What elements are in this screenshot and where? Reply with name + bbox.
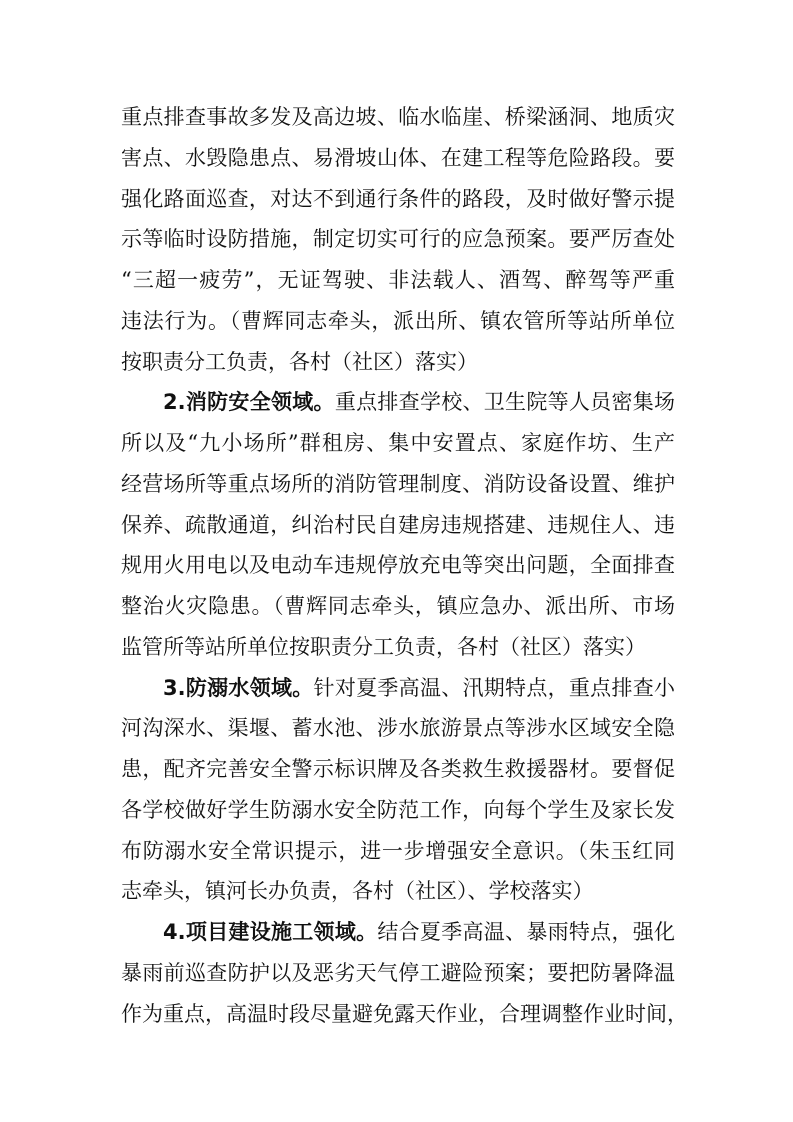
- text-line: [121, 382, 675, 423]
- text-line: [121, 668, 675, 709]
- paragraph-construction: [121, 912, 688, 1034]
- section-heading: 2.消防安全领域。: [163, 390, 335, 415]
- text-line: 所以及“九小场所”群租房、集中安置点、家庭作坊、生产: [121, 431, 675, 455]
- text-run: 重点排查学校、卫生院等人员密集场: [334, 390, 676, 415]
- text-line: 保养、疏散通道，纠治村民自建房违规搭建、违规住人、违: [121, 512, 675, 537]
- text-line: 患，配齐完善安全警示标识牌及各类救生救援器材。要督促: [121, 757, 675, 781]
- text-line: 监管所等站所单位按职责分工负责，各村（社区）落实）: [121, 634, 646, 659]
- text-line: 布防溺水安全常识提示，进一步增强安全意识。（朱玉红同: [121, 838, 675, 863]
- text-line: 重点排查事故多发及高边坡、临水临崖、桥梁涵洞、地质灾: [121, 105, 675, 129]
- text-line: 经营场所等重点场所的消防管理制度、消防设备设置、维护: [121, 471, 675, 496]
- text-line: [121, 912, 675, 953]
- text-line: 整治火灾隐患。（曹辉同志牵头，镇应急办、派出所、市场: [121, 594, 675, 618]
- paragraph-road-safety: [121, 97, 675, 382]
- text-line: 强化路面巡查，对达不到通行条件的路段，及时做好警示提: [121, 186, 675, 211]
- section-heading: 4.项目建设施工领域。: [163, 920, 378, 944]
- text-line: “三超一疲劳”，无证驾驶、非法载人、酒驾、醉驾等严重: [121, 268, 675, 292]
- text-line: 违法行为。（曹辉同志牵头，派出所、镇农管所等站所单位: [121, 308, 675, 333]
- text-line: 按职责分工负责，各村（社区）落实）: [121, 349, 478, 374]
- text-line: 害点、水毁隐患点、易滑坡山体、在建工程等危险路段。要: [121, 145, 675, 170]
- paragraph-fire-safety: [121, 382, 675, 667]
- text-line: 各学校做好学生防溺水安全防范工作，向每个学生及家长发: [121, 797, 675, 822]
- text-line: 河沟深水、渠堰、蓄水池、涉水旅游景点等涉水区域安全隐: [121, 716, 675, 741]
- text-line: 规用火用电以及电动车违规停放充电等突出问题，全面排查: [121, 553, 675, 578]
- text-run: 针对夏季高温、汛期特点，重点排查小: [313, 675, 676, 700]
- text-line: 示等临时设防措施，制定切实可行的应急预案。要严厉查处: [121, 227, 675, 252]
- text-line: 作为重点，高温时段尽量避免露天作业，合理调整作业时间，: [121, 1001, 688, 1026]
- section-heading: 3.防溺水领域。: [163, 675, 314, 700]
- text-line: 志牵头，镇河长办负责，各村（社区）、学校落实）: [121, 879, 594, 904]
- document-page: [121, 97, 688, 1034]
- paragraph-drowning-prevention: [121, 668, 675, 913]
- text-line: 暴雨前巡查防护以及恶劣天气停工避险预案；要把防暑降温: [121, 960, 675, 985]
- text-run: 结合夏季高温、暴雨特点，强化: [377, 920, 675, 944]
